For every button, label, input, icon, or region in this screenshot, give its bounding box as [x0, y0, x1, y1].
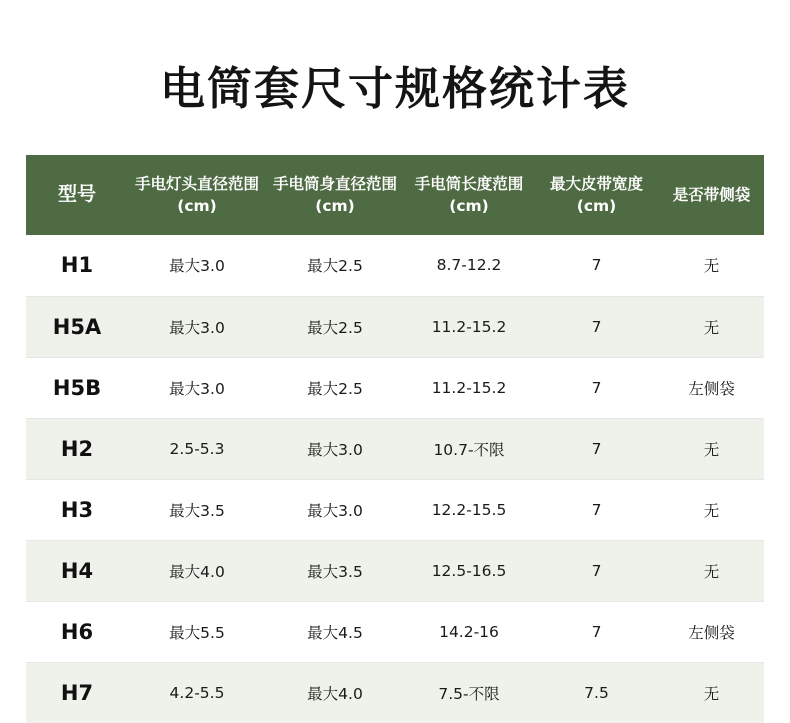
- column-header-belt-width: 最大皮带宽度(cm): [534, 155, 659, 235]
- cell-model: H4: [26, 540, 128, 601]
- table-row: [26, 418, 764, 479]
- cell-belt-width: 7: [534, 296, 659, 357]
- table-row: [26, 540, 764, 601]
- cell-model: H6: [26, 601, 128, 662]
- cell-side-pocket: 无: [659, 235, 764, 296]
- table-row: [26, 479, 764, 540]
- cell-head-diameter: 最大4.0: [128, 540, 266, 601]
- cell-body-diameter: 最大2.5: [266, 235, 404, 296]
- cell-model: H1: [26, 235, 128, 296]
- column-header-length: 手电筒长度范围(cm): [404, 155, 534, 235]
- spec-table-container: [26, 155, 764, 723]
- cell-head-diameter: 最大3.0: [128, 235, 266, 296]
- cell-head-diameter: 2.5-5.3: [128, 418, 266, 479]
- column-header-body-diameter: 手电筒身直径范围(cm): [266, 155, 404, 235]
- table-body: [26, 235, 764, 723]
- page-title: 电筒套尺寸规格统计表: [159, 62, 630, 115]
- cell-length: 10.7-不限: [404, 418, 534, 479]
- cell-belt-width: 7: [534, 540, 659, 601]
- cell-head-diameter: 最大3.5: [128, 479, 266, 540]
- cell-length: 7.5-不限: [404, 662, 534, 723]
- cell-belt-width: 7: [534, 357, 659, 418]
- cell-side-pocket: 无: [659, 540, 764, 601]
- cell-belt-width: 7: [534, 479, 659, 540]
- cell-belt-width: 7: [534, 601, 659, 662]
- column-header-head-diameter: 手电灯头直径范围(cm): [128, 155, 266, 235]
- cell-model: H7: [26, 662, 128, 723]
- table-header: [26, 155, 764, 235]
- cell-side-pocket: 无: [659, 662, 764, 723]
- cell-length: 11.2-15.2: [404, 296, 534, 357]
- cell-model: H2: [26, 418, 128, 479]
- cell-body-diameter: 最大3.5: [266, 540, 404, 601]
- cell-body-diameter: 最大4.0: [266, 662, 404, 723]
- table-row: [26, 296, 764, 357]
- cell-length: 12.5-16.5: [404, 540, 534, 601]
- cell-side-pocket: 无: [659, 296, 764, 357]
- spec-table: [26, 155, 764, 723]
- cell-model: H5A: [26, 296, 128, 357]
- cell-model: H3: [26, 479, 128, 540]
- cell-length: 12.2-15.5: [404, 479, 534, 540]
- table-row: [26, 235, 764, 296]
- cell-length: 8.7-12.2: [404, 235, 534, 296]
- cell-belt-width: 7.5: [534, 662, 659, 723]
- cell-body-diameter: 最大2.5: [266, 296, 404, 357]
- table-row: [26, 357, 764, 418]
- cell-body-diameter: 最大3.0: [266, 479, 404, 540]
- cell-head-diameter: 最大5.5: [128, 601, 266, 662]
- table-row: [26, 662, 764, 723]
- cell-side-pocket: 无: [659, 418, 764, 479]
- header-row: [26, 155, 764, 235]
- cell-body-diameter: 最大2.5: [266, 357, 404, 418]
- column-header-model: 型号: [26, 155, 128, 235]
- cell-head-diameter: 4.2-5.5: [128, 662, 266, 723]
- cell-head-diameter: 最大3.0: [128, 296, 266, 357]
- cell-side-pocket: 无: [659, 479, 764, 540]
- cell-body-diameter: 最大4.5: [266, 601, 404, 662]
- cell-belt-width: 7: [534, 418, 659, 479]
- cell-model: H5B: [26, 357, 128, 418]
- cell-side-pocket: 左侧袋: [659, 601, 764, 662]
- cell-body-diameter: 最大3.0: [266, 418, 404, 479]
- table-row: [26, 601, 764, 662]
- cell-head-diameter: 最大3.0: [128, 357, 266, 418]
- cell-belt-width: 7: [534, 235, 659, 296]
- cell-side-pocket: 左侧袋: [659, 357, 764, 418]
- cell-length: 14.2-16: [404, 601, 534, 662]
- cell-length: 11.2-15.2: [404, 357, 534, 418]
- column-header-side-pocket: 是否带侧袋: [659, 155, 764, 235]
